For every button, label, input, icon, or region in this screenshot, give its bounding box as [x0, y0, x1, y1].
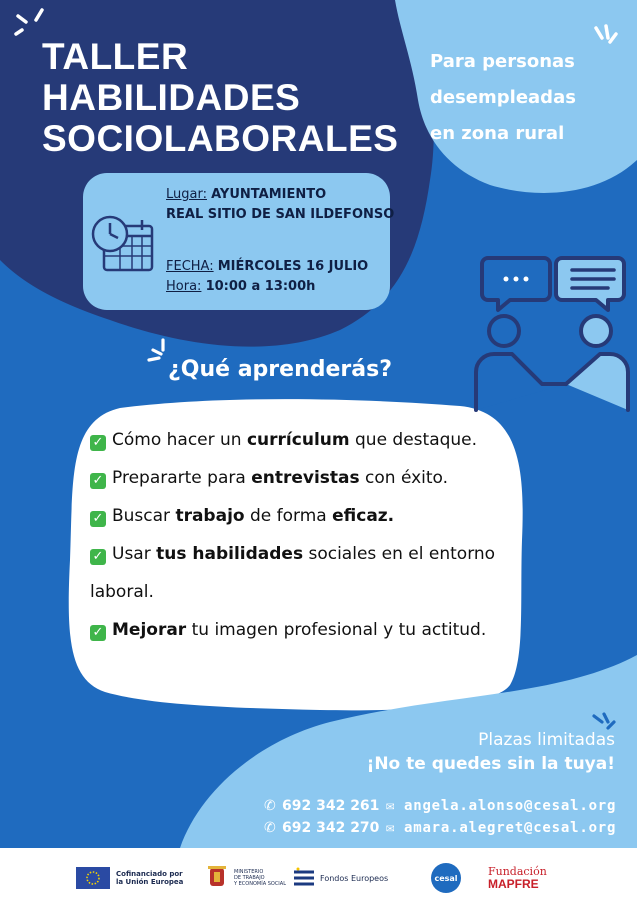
check-icon: ✓	[90, 511, 106, 527]
plazas-callout	[367, 728, 615, 776]
ministerio-logo	[206, 863, 286, 893]
lugar-label: Lugar:	[166, 187, 207, 202]
plazas-line: Plazas limitadas	[478, 730, 615, 750]
eu-flag-icon	[76, 867, 110, 889]
lugar-value: AYUNTAMIENTO	[211, 187, 327, 202]
item-bold: entrevistas	[251, 468, 360, 488]
check-icon: ✓	[90, 435, 106, 451]
plazas-cta: ¡No te quedes sin la tuya!	[366, 754, 615, 774]
item-bold: eficaz.	[332, 506, 395, 526]
email-address[interactable]: amara.alegret@cesal.org	[404, 820, 617, 836]
mapfre-logo	[488, 863, 547, 893]
phone-number[interactable]: 692 342 270	[282, 820, 380, 836]
fondos-europeos-icon	[292, 866, 316, 890]
email-address[interactable]: angela.alonso@cesal.org	[404, 798, 617, 814]
list-item	[90, 497, 520, 535]
item-bold: currículum	[246, 430, 350, 450]
learn-list	[90, 421, 520, 649]
tagline-line: desempleadas	[430, 87, 576, 108]
phone-number[interactable]: 692 342 261	[282, 798, 380, 814]
lugar-value-line2: REAL SITIO DE SAN ILDEFONSO	[166, 207, 395, 222]
item-bold: tus habilidades	[156, 544, 304, 564]
mail-icon: ✉	[386, 798, 396, 814]
phone-list	[264, 795, 379, 839]
cesal-logo	[431, 863, 461, 893]
list-item	[90, 421, 520, 459]
item-text: sociales en el entorno laboral.	[90, 544, 496, 602]
mapfre-text: MAPFRE	[488, 876, 539, 891]
fecha-value: MIÉRCOLES 16 JULIO	[217, 259, 369, 274]
hora-value: 10:00 a 13:00h	[205, 279, 316, 294]
calendar-clock-icon	[90, 210, 158, 274]
ministerio-text: DE TRABAJO	[234, 875, 265, 881]
event-info-text	[166, 185, 394, 297]
check-icon: ✓	[90, 473, 106, 489]
cesal-text: cesal	[431, 863, 461, 893]
item-text: Usar	[112, 544, 157, 564]
eu-logo	[76, 863, 183, 893]
eu-text: Cofinanciado por	[116, 870, 183, 878]
footer-logos	[0, 848, 637, 907]
title-line: HABILIDADES	[42, 77, 301, 118]
check-icon: ✓	[90, 625, 106, 641]
item-text: que destaque.	[349, 430, 478, 450]
item-text: tu imagen profesional y tu actitud.	[186, 620, 487, 640]
phone-icon: ✆	[264, 798, 276, 814]
item-text: de forma	[244, 506, 333, 526]
sparkle-icon	[14, 8, 48, 38]
audience-tagline	[430, 44, 630, 152]
check-icon: ✓	[90, 549, 106, 565]
tagline-line: en zona rural	[430, 123, 565, 144]
hora-label: Hora:	[166, 279, 202, 294]
ministerio-text: Y ECONOMÍA SOCIAL	[234, 881, 286, 887]
title-line: TALLER	[42, 36, 189, 77]
list-item	[90, 535, 520, 611]
item-text: Cómo hacer un	[112, 430, 247, 450]
item-bold: trabajo	[175, 506, 245, 526]
eu-text: la Unión Europea	[116, 878, 184, 886]
fecha-label: FECHA:	[166, 259, 214, 274]
fondos-text: Fondos Europeos	[320, 873, 389, 883]
mail-icon: ✉	[386, 820, 396, 836]
tagline-line: Para personas	[430, 51, 575, 72]
list-item	[90, 611, 520, 649]
people-conversation-icon	[468, 250, 634, 416]
item-text: con éxito.	[359, 468, 449, 488]
fondos-europeos-logo	[292, 863, 388, 893]
fundacion-text: Fundación	[488, 864, 547, 878]
ministerio-text: MINISTERIO	[234, 869, 264, 875]
item-bold: Mejorar	[112, 620, 187, 640]
list-item	[90, 459, 520, 497]
email-list	[386, 795, 616, 839]
item-text: Prepararte para	[112, 468, 252, 488]
coat-of-arms-icon	[206, 864, 228, 892]
item-text: Buscar	[112, 506, 176, 526]
title-line: SOCIOLABORALES	[42, 118, 399, 159]
phone-icon: ✆	[264, 820, 276, 836]
learn-heading: ¿Qué aprenderás?	[168, 357, 392, 382]
page-title	[42, 36, 398, 159]
